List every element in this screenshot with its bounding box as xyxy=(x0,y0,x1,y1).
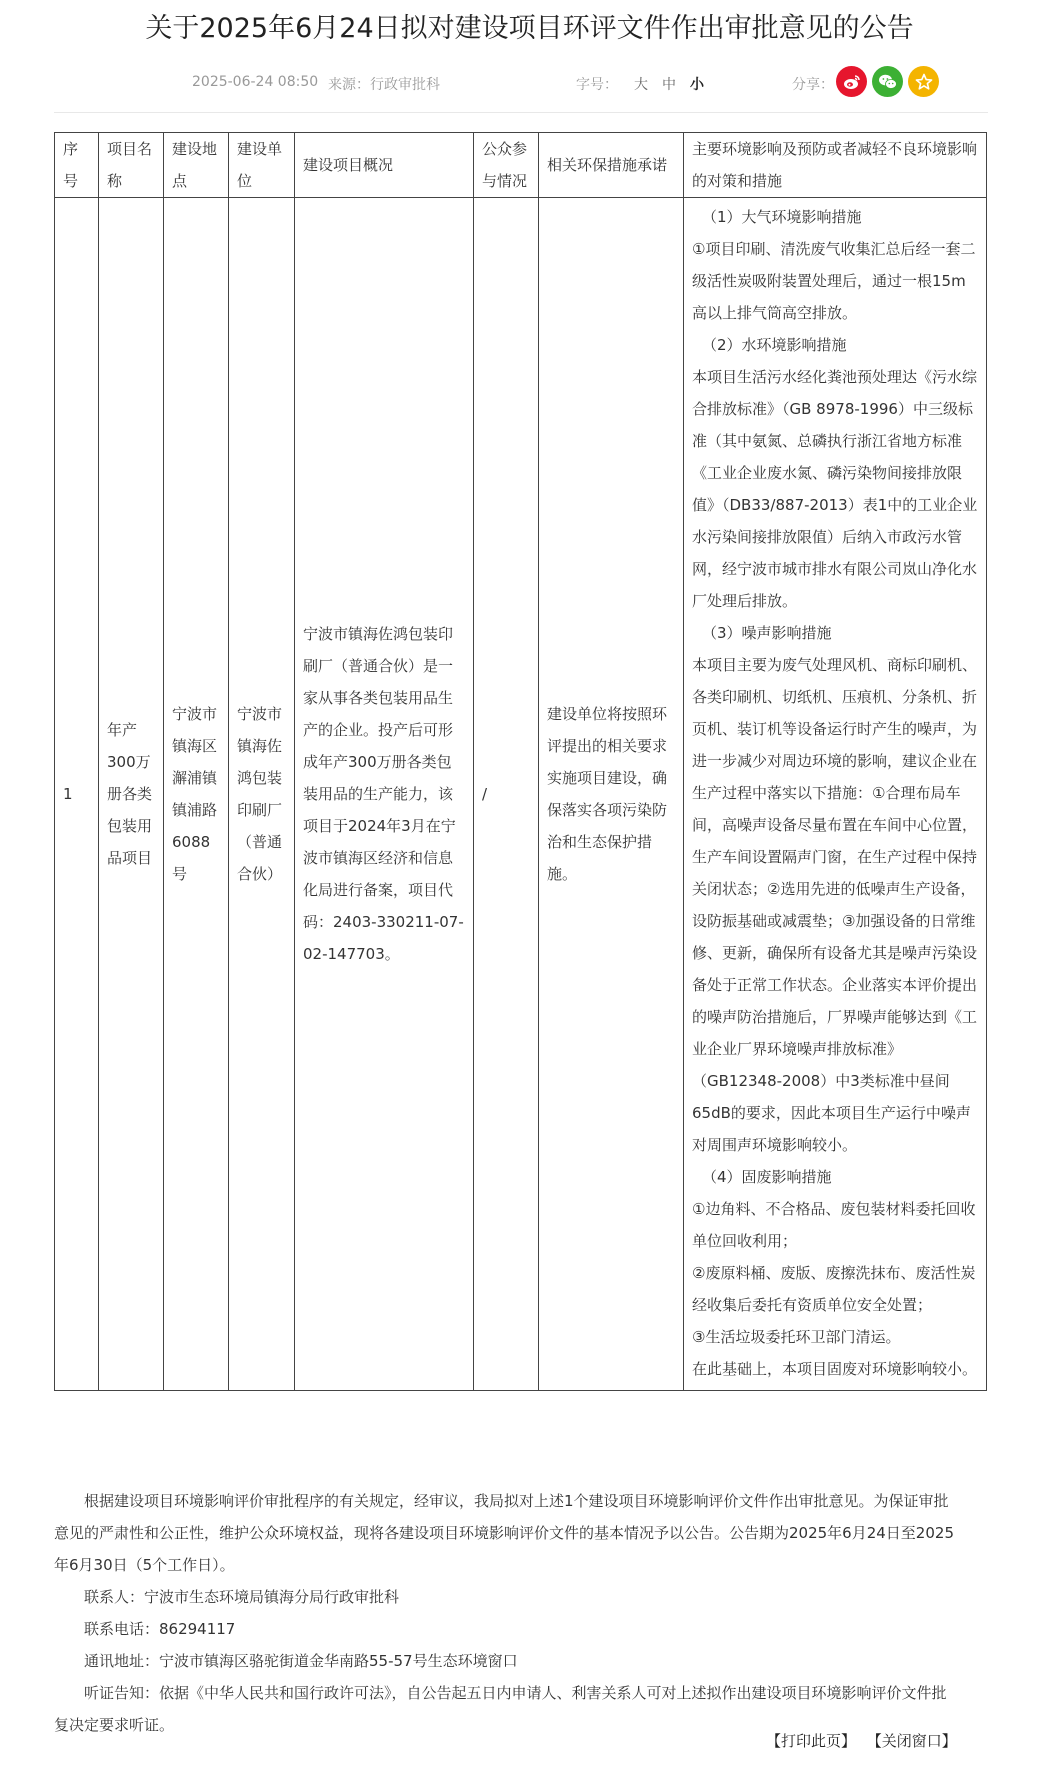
close-window-link[interactable]: 【关闭窗口】 xyxy=(866,1732,957,1750)
measures-paragraph: ②废原料桶、废版、废擦洗抹布、废活性炭经收集后委托有资质单位安全处置； xyxy=(692,1264,976,1314)
weibo-icon xyxy=(842,72,862,92)
font-size-medium-button[interactable]: 中 xyxy=(662,77,676,93)
measures-section-water: （2）水环境影响措施 xyxy=(702,336,847,354)
table-header-row xyxy=(55,133,987,198)
cell-unit: 宁波市镇海佐鸿包装印刷厂（普通合伙） xyxy=(229,198,295,1391)
cell-measures xyxy=(684,198,987,1391)
page-title: 关于2025年6月24日拟对建设项目环评文件作出审批意见的公告 xyxy=(145,13,914,44)
cell-location: 宁波市镇海区澥浦镇镇浦路6088号 xyxy=(164,198,229,1391)
cell-overview: 宁波市镇海佐鸿包装印刷厂（普通合伙）是一家从事各类包装用品生产的企业。投产后可形成年产300万册各类包装用品的生产能力，该项目于2024年3月在宁波市镇海区经济和信息化局进行备案，项目代码：2403-330211-07-02-147703。 xyxy=(295,198,474,1391)
header-project-name: 项目名称 xyxy=(99,133,164,198)
notice-body xyxy=(54,1485,954,1741)
share-label: 分享： xyxy=(792,77,834,93)
cell-index: 1 xyxy=(55,198,99,1391)
header-location: 建设地点 xyxy=(164,133,229,198)
cell-project-name: 年产300万册各类包装用品项目 xyxy=(99,198,164,1391)
header-index: 序号 xyxy=(55,133,99,198)
cell-commitment: 建设单位将按照环评提出的相关要求实施项目建设，确保落实各项污染防治和生态保护措施。 xyxy=(539,198,684,1391)
notice-paragraph: 根据建设项目环境影响评价审批程序的有关规定，经审议，我局拟对上述1个建设项目环境影响评价文件作出审批意见。为保证审批意见的严肃性和公正性，维护公众环境权益，现将各建设项目环境影响评价文件的基本情况予以公告。公告期为2025年6月24日至2025年6月30日（5个工作日）。 xyxy=(54,1492,954,1574)
table-row xyxy=(55,198,987,1391)
measures-paragraph: ③生活垃圾委托环卫部门清运。 xyxy=(692,1328,901,1346)
publish-date: 2025-06-24 08:50 xyxy=(192,74,319,90)
wechat-icon xyxy=(878,73,898,91)
font-size-label: 字号： xyxy=(576,77,618,93)
contact-phone: 联系电话：86294117 xyxy=(84,1620,236,1638)
hearing-notice: 听证告知：依据《中华人民共和国行政许可法》，自公告起五日内申请人、利害关系人可对上述拟作出建设项目环境影响评价文件批复决定要求听证。 xyxy=(54,1684,947,1734)
measures-paragraph: ①项目印刷、清洗废气收集汇总后经一套二级活性炭吸附装置处理后，通过一根15m高以上排气筒高空排放。 xyxy=(692,240,976,322)
font-size-small-button[interactable]: 小 xyxy=(690,77,704,93)
favorite-icon xyxy=(915,73,933,91)
header-unit: 建设单位 xyxy=(229,133,295,198)
header-measures: 主要环境影响及预防或者减轻不良环境影响的对策和措施 xyxy=(684,133,987,198)
measures-section-solid-waste: （4）固废影响措施 xyxy=(702,1168,832,1186)
cell-public-participation: / xyxy=(474,198,539,1391)
measures-paragraph: 本项目主要为废气处理风机、商标印刷机、各类印刷机、切纸机、压痕机、分条机、折页机、装订机等设备运行时产生的噪声，为进一步减少对周边环境的影响，建议企业在生产过程中落实以下措施：①合理布局车间，高噪声设备尽量布置在车间中心位置，生产车间设置隔声门窗，在生产过程中保持关闭状态；②选用先进的低噪声生产设备，设防振基础或减震垫；③加强设备的日常维修、更新，确保所有设备尤其是噪声污染设备处于正常工作状态。企业落实本评价提出的噪声防治措施后，厂界噪声能够达到《工业企业厂界环境噪声排放标准》（GB12348-2008）中3类标准中昼间65dB的要求，因此本项目生产运行中噪声对周围声环境影响较小。 xyxy=(692,656,978,1154)
print-page-link[interactable]: 【打印此页】 xyxy=(766,1732,857,1750)
measures-section-noise: （3）噪声影响措施 xyxy=(702,624,832,642)
measures-paragraph: 在此基础上，本项目固废对环境影响较小。 xyxy=(692,1360,978,1378)
footer-links xyxy=(760,1730,957,1751)
weibo-share-button[interactable] xyxy=(836,66,867,97)
header-commitment: 相关环保措施承诺 xyxy=(539,133,684,198)
font-size-large-button[interactable]: 大 xyxy=(634,77,648,93)
projects-table xyxy=(54,132,987,1391)
measures-paragraph: ①边角料、不合格品、废包装材料委托回收单位回收利用； xyxy=(692,1200,976,1250)
wechat-share-button[interactable] xyxy=(872,66,903,97)
contact-person: 联系人：宁波市生态环境局镇海分局行政审批科 xyxy=(84,1588,400,1606)
contact-address: 通讯地址：宁波市镇海区骆驼街道金华南路55-57号生态环境窗口 xyxy=(84,1652,518,1670)
measures-section-air: （1）大气环境影响措施 xyxy=(702,208,862,226)
measures-paragraph: 本项目生活污水经化粪池预处理达《污水综合排放标准》（GB 8978-1996）中三级标准（其中氨氮、总磷执行浙江省地方标准《工业企业废水氮、磷污染物间接排放限值》（DB33/887-2013）表1中的工业企业水污染间接排放限值）后纳入市政污水管网，经宁波市城市排水有限公司岚山净化水厂处理后排放。 xyxy=(692,368,978,610)
header-overview: 建设项目概况 xyxy=(295,133,474,198)
favorite-share-button[interactable] xyxy=(908,66,939,97)
header-public-participation: 公众参与情况 xyxy=(474,133,539,198)
header-divider xyxy=(54,112,988,113)
source-label: 来源：行政审批科 xyxy=(328,77,440,93)
